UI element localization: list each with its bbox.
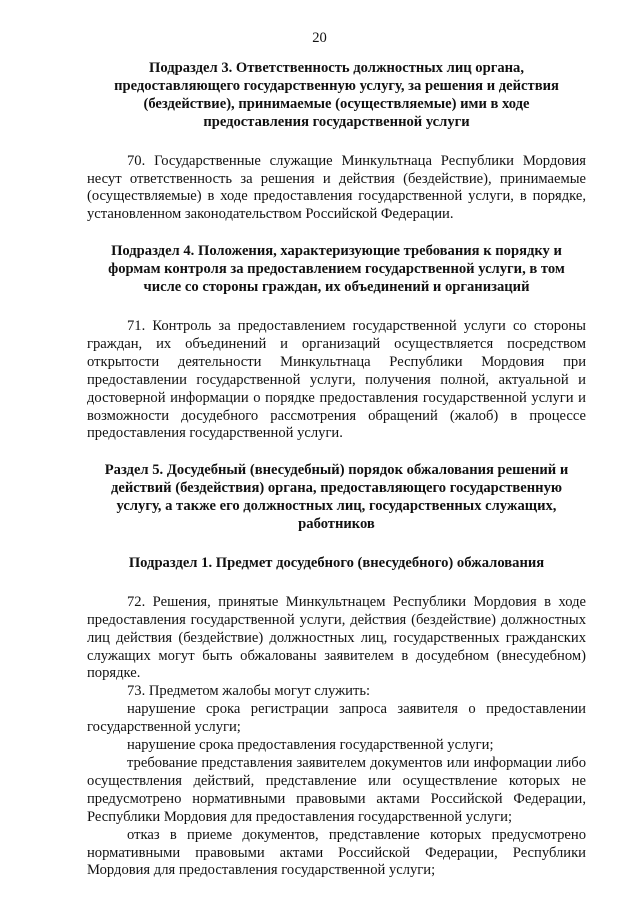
- list-item: нарушение срока регистрации запроса заявителя о предоставлении государственной услуги;: [87, 701, 586, 736]
- paragraph-73: 73. Предметом жалобы могут служить:: [127, 683, 371, 700]
- paragraph-71: 71. Контроль за предоставлением государственной услуги со стороны граждан, их объединений и организаций осуществляется посредством открытости деятельности Минкультнаца Республики Мордовия при предоставлении государственной услуги, получения полной, актуальной и достоверной информации о порядке предоставления государственной услуги и возможности досудебного рассмотрения обращений (жалоб) в процессе предоставления государственной услуги.: [87, 317, 586, 442]
- list-item: отказ в приеме документов, представление которых предусмотрено нормативными правовыми актами Российской Федерации, Республики Мордовия для предоставления государственной услуги;: [87, 826, 586, 879]
- subsection-3-heading: [87, 60, 586, 132]
- heading-line: предоставления государственной услуги: [203, 113, 470, 130]
- list-item: требование представления заявителем документов или информации либо осуществления действий, представление или осуществление которых не предусмотрено нормативными правовыми актами Российской Федерации, Республики Мордовия для предоставления государственной услуги;: [87, 755, 586, 825]
- heading-line: Подраздел 1. Предмет досудебного (внесудебного) обжалования: [128, 554, 545, 571]
- heading-line: предоставляющего государственную услугу, за решения и действия: [114, 77, 559, 94]
- page-number: 20: [312, 30, 327, 46]
- heading-line: услугу, а также его должностных лиц, государственных служащих,: [116, 498, 557, 515]
- document-body: [87, 60, 586, 880]
- heading-line: Раздел 5. Досудебный (внесудебный) порядок обжалования решений и: [104, 462, 569, 479]
- heading-line: Подраздел 3. Ответственность должностных лиц органа,: [149, 60, 524, 76]
- heading-line: работников: [298, 516, 375, 533]
- heading-line: Подраздел 4. Положения, характеризующие требования к порядку и: [111, 243, 562, 260]
- section-5-heading: [87, 462, 586, 534]
- heading-line: (бездействие), принимаемые (осуществляемые) ими в ходе: [143, 95, 530, 112]
- list-item: нарушение срока предоставления государственной услуги;: [127, 737, 494, 754]
- heading-line: числе со стороны граждан, их объединений и организаций: [143, 279, 530, 296]
- paragraph-70: 70. Государственные служащие Минкультнаца Республики Мордовия несут ответственность за решения и действия (бездействие), принимаемые (осуществляемые) в ходе предоставления государственной услуги, в порядке, установленном законодательством Российской Федерации.: [87, 152, 586, 223]
- paragraph-72: 72. Решения, принятые Минкультнацем Республики Мордовия в ходе предоставления государственной услуги, действия (бездействие) должностных лиц действия (бездействие) должностных лиц, государственных гражданских служащих могут быть обжалованы заявителем в досудебном (внесудебном) порядке.: [87, 593, 586, 682]
- heading-line: формам контроля за предоставлением государственной услуги, в том: [108, 261, 565, 278]
- subsection-4-heading: [87, 243, 586, 297]
- subsection-1-heading: [87, 555, 586, 573]
- heading-line: действий (бездействия) органа, предоставляющего государственную: [110, 480, 563, 497]
